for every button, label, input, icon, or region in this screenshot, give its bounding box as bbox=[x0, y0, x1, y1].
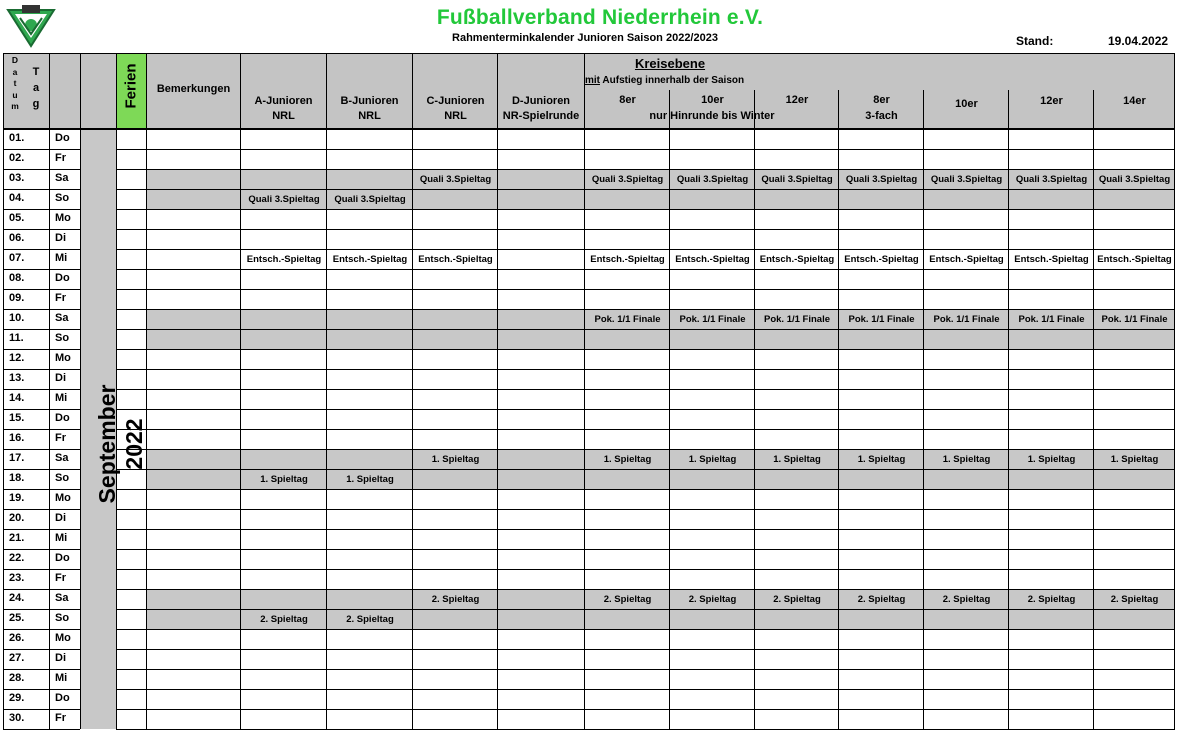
schedule-entry: Quali 3.Spieltag bbox=[248, 194, 320, 205]
grid-line bbox=[3, 309, 80, 310]
grid-line bbox=[116, 229, 1175, 230]
schedule-entry: Quali 3.Spieltag bbox=[845, 174, 918, 185]
tag-letter: a bbox=[32, 82, 40, 94]
grid-line bbox=[116, 309, 1175, 310]
grid-line bbox=[3, 128, 1175, 130]
date-cell: 27. bbox=[9, 652, 25, 664]
weekday-cell: Do bbox=[55, 692, 70, 704]
kreis-12er-header: 12er bbox=[785, 94, 809, 106]
date-cell: 19. bbox=[9, 492, 25, 504]
grid-line bbox=[754, 90, 755, 729]
date-cell: 25. bbox=[9, 612, 25, 624]
weekday-cell: Do bbox=[55, 132, 70, 144]
date-cell: 29. bbox=[9, 692, 25, 704]
grid-line bbox=[116, 169, 1175, 170]
aufstieg-note bbox=[585, 74, 835, 87]
weekday-cell: So bbox=[55, 612, 70, 624]
grid-line bbox=[80, 53, 81, 729]
grid-line bbox=[3, 229, 80, 230]
grid-line bbox=[116, 289, 1175, 290]
weekday-cell: Fr bbox=[55, 152, 66, 164]
schedule-entry: Entsch.-Spieltag bbox=[1097, 254, 1172, 265]
kreisebene-header: Kreisebene bbox=[634, 56, 706, 71]
weekday-cell: Mi bbox=[55, 672, 68, 684]
weekday-cell: Sa bbox=[55, 452, 69, 464]
grid-line bbox=[116, 469, 1175, 470]
grid-line bbox=[240, 53, 241, 729]
schedule-entry: 1. Spieltag bbox=[603, 454, 652, 465]
schedule-entry: 1. Spieltag bbox=[431, 454, 480, 465]
date-cell: 23. bbox=[9, 572, 25, 584]
date-cell: 08. bbox=[9, 272, 25, 284]
grid-line bbox=[838, 90, 839, 729]
date-cell: 05. bbox=[9, 212, 25, 224]
grid-line bbox=[3, 269, 80, 270]
ferien-header: Ferien bbox=[122, 63, 140, 109]
b-junioren-sub: NRL bbox=[358, 110, 381, 122]
stand-date: 19.04.2022 bbox=[1108, 34, 1169, 48]
schedule-entry: 2. Spieltag bbox=[1110, 594, 1159, 605]
date-cell: 01. bbox=[9, 132, 25, 144]
schedule-entry: Pok. 1/1 Finale bbox=[679, 314, 746, 325]
grid-line bbox=[584, 53, 585, 729]
c-junioren-header: C-Junioren bbox=[426, 95, 485, 107]
date-cell: 11. bbox=[9, 332, 24, 344]
schedule-entry: Entsch.-Spieltag bbox=[418, 254, 493, 265]
grid-line bbox=[116, 549, 1175, 550]
grid-line bbox=[3, 509, 80, 510]
weekday-cell: Do bbox=[55, 552, 70, 564]
schedule-entry: Entsch.-Spieltag bbox=[590, 254, 665, 265]
datum-letter: m bbox=[11, 101, 19, 111]
grid-line bbox=[116, 609, 1175, 610]
date-cell: 28. bbox=[9, 672, 25, 684]
grid-line bbox=[3, 709, 80, 710]
grid-line bbox=[1093, 90, 1094, 729]
grid-line bbox=[3, 569, 80, 570]
org-title: Fußballverband Niederrhein e.V. bbox=[436, 6, 764, 29]
bemerkungen-header: Bemerkungen bbox=[156, 83, 231, 95]
schedule-entry: 1. Spieltag bbox=[260, 474, 308, 485]
grid-line bbox=[3, 349, 80, 350]
grid-line bbox=[3, 329, 80, 330]
grid-line bbox=[669, 90, 670, 729]
grid-line bbox=[116, 189, 1175, 190]
grid-line bbox=[3, 189, 80, 190]
grid-line bbox=[116, 529, 1175, 530]
schedule-entry: 1. Spieltag bbox=[857, 454, 906, 465]
grid-line bbox=[116, 369, 1175, 370]
weekday-cell: Mo bbox=[55, 352, 71, 364]
schedule-entry: Quali 3.Spieltag bbox=[761, 174, 833, 185]
grid-line bbox=[326, 53, 327, 729]
nur-hinrunde-note: nur Hinrunde bis Winter bbox=[649, 110, 775, 122]
grid-line bbox=[412, 53, 413, 729]
schedule-entry: 2. Spieltag bbox=[346, 614, 394, 625]
weekday-cell: Mi bbox=[55, 532, 68, 544]
grid-line bbox=[116, 589, 1175, 590]
schedule-entry: Pok. 1/1 Finale bbox=[1018, 314, 1085, 325]
weekday-cell: So bbox=[55, 192, 70, 204]
grid-line bbox=[116, 329, 1175, 330]
grid-line bbox=[3, 149, 80, 150]
datum-header bbox=[8, 55, 22, 113]
weekday-cell: Do bbox=[55, 272, 70, 284]
weekday-cell: Fr bbox=[55, 292, 66, 304]
grid-line bbox=[116, 689, 1175, 690]
kreis-8er-header: 8er bbox=[619, 94, 636, 106]
date-cell: 12. bbox=[9, 352, 25, 364]
schedule-entry: Entsch.-Spieltag bbox=[929, 254, 1004, 265]
weekday-cell: Mi bbox=[55, 392, 68, 404]
grid-line bbox=[116, 409, 1175, 410]
date-cell: 18. bbox=[9, 472, 25, 484]
grid-line bbox=[1174, 53, 1175, 729]
grid-line bbox=[3, 449, 80, 450]
schedule-entry: Pok. 1/1 Finale bbox=[933, 314, 1000, 325]
grid-line bbox=[3, 209, 80, 210]
grid-line bbox=[116, 649, 1175, 650]
tag-letter: T bbox=[32, 66, 40, 78]
date-cell: 17. bbox=[9, 452, 25, 464]
schedule-entry: 1. Spieltag bbox=[773, 454, 821, 465]
grid-line bbox=[116, 629, 1175, 630]
grid-line bbox=[3, 549, 80, 550]
date-cell: 22. bbox=[9, 552, 25, 564]
grid-line bbox=[3, 669, 80, 670]
datum-letter: t bbox=[13, 78, 17, 88]
kreis-8er-3fach-header: 8er bbox=[873, 94, 890, 106]
schedule-entry: 2. Spieltag bbox=[942, 594, 991, 605]
schedule-entry: 2. Spieltag bbox=[260, 614, 308, 625]
grid-line bbox=[3, 289, 80, 290]
date-cell: 09. bbox=[9, 292, 25, 304]
kreis-8er-3fach-sub: 3-fach bbox=[865, 110, 898, 122]
weekday-cell: Mo bbox=[55, 492, 71, 504]
schedule-entry: Quali 3.Spieltag bbox=[1098, 174, 1171, 185]
date-cell: 26. bbox=[9, 632, 25, 644]
schedule-entry: 2. Spieltag bbox=[1027, 594, 1076, 605]
weekday-cell: Sa bbox=[55, 312, 69, 324]
schedule-entry: Entsch.-Spieltag bbox=[675, 254, 750, 265]
stand-label: Stand: bbox=[1016, 34, 1054, 48]
weekday-cell: Do bbox=[55, 412, 70, 424]
grid-line bbox=[3, 729, 80, 730]
date-cell: 03. bbox=[9, 172, 25, 184]
aufstieg-rest: Aufstieg innerhalb der Saison bbox=[600, 75, 745, 86]
schedule-entry: Quali 3.Spieltag bbox=[334, 194, 406, 205]
weekday-cell: Fr bbox=[55, 712, 66, 724]
weekday-cell: So bbox=[55, 332, 70, 344]
grid-line bbox=[116, 569, 1175, 570]
schedule-entry: Quali 3.Spieltag bbox=[591, 174, 664, 185]
date-cell: 13. bbox=[9, 372, 25, 384]
schedule-entry: Pok. 1/1 Finale bbox=[1101, 314, 1168, 325]
grid-line bbox=[116, 209, 1175, 210]
calendar-subtitle: Rahmenterminkalender Junioren Saison 2022/2023 bbox=[452, 32, 718, 44]
weekday-cell: Fr bbox=[55, 572, 66, 584]
grid-line bbox=[3, 649, 80, 650]
tag-letter: g bbox=[32, 98, 40, 110]
grid-line bbox=[3, 629, 80, 630]
c-junioren-sub: NRL bbox=[444, 110, 467, 122]
schedule-entry: Entsch.-Spieltag bbox=[246, 254, 322, 265]
schedule-entry: Quali 3.Spieltag bbox=[1015, 174, 1088, 185]
schedule-entry: 2. Spieltag bbox=[603, 594, 652, 605]
date-cell: 14. bbox=[9, 392, 25, 404]
weekday-cell: Di bbox=[55, 372, 66, 384]
tag-header bbox=[29, 64, 43, 112]
schedule-entry: Entsch.-Spieltag bbox=[844, 254, 919, 265]
schedule-entry: Pok. 1/1 Finale bbox=[594, 314, 661, 325]
grid-line bbox=[497, 53, 498, 729]
schedule-entry: Entsch.-Spieltag bbox=[1014, 254, 1089, 265]
weekend-band bbox=[147, 329, 1175, 349]
date-cell: 24. bbox=[9, 592, 25, 604]
schedule-entry: Entsch.-Spieltag bbox=[332, 254, 408, 265]
weekday-cell: Di bbox=[55, 512, 66, 524]
d-junioren-sub: NR-Spielrunde bbox=[502, 110, 580, 122]
date-cell: 20. bbox=[9, 512, 25, 524]
weekday-cell: Mi bbox=[55, 252, 68, 264]
date-cell: 06. bbox=[9, 232, 25, 244]
weekday-cell: Fr bbox=[55, 432, 66, 444]
grid-line bbox=[116, 389, 1175, 390]
kreis-10er-b-header: 10er bbox=[955, 98, 978, 110]
schedule-entry: Quali 3.Spieltag bbox=[419, 174, 492, 185]
grid-line bbox=[3, 469, 80, 470]
kreis-12er-b-header: 12er bbox=[1040, 95, 1063, 107]
grid-line bbox=[3, 369, 80, 370]
grid-line bbox=[3, 489, 80, 490]
schedule-entry: 2. Spieltag bbox=[857, 594, 906, 605]
b-junioren-header: B-Junioren bbox=[340, 95, 399, 107]
grid-line bbox=[116, 349, 1175, 350]
weekday-cell: Sa bbox=[55, 592, 69, 604]
grid-line bbox=[116, 669, 1175, 670]
weekday-cell: Mo bbox=[55, 632, 71, 644]
grid-line bbox=[116, 149, 1175, 150]
date-cell: 07. bbox=[9, 252, 25, 264]
grid-line bbox=[3, 689, 80, 690]
grid-line bbox=[116, 729, 1175, 730]
weekday-cell: Mo bbox=[55, 212, 71, 224]
d-junioren-header: D-Junioren bbox=[511, 95, 571, 107]
date-cell: 21. bbox=[9, 532, 25, 544]
date-cell: 10. bbox=[9, 312, 25, 324]
grid-line bbox=[3, 409, 80, 410]
grid-line bbox=[116, 509, 1175, 510]
date-cell: 02. bbox=[9, 152, 25, 164]
a-junioren-sub: NRL bbox=[272, 110, 295, 122]
date-cell: 30. bbox=[9, 712, 25, 724]
schedule-entry: Pok. 1/1 Finale bbox=[848, 314, 915, 325]
aufstieg-mit: mit bbox=[585, 75, 600, 86]
grid-line bbox=[3, 169, 80, 170]
grid-line bbox=[116, 249, 1175, 250]
weekday-cell: Di bbox=[55, 232, 66, 244]
weekday-cell: So bbox=[55, 472, 70, 484]
schedule-entry: 2. Spieltag bbox=[773, 594, 821, 605]
grid-line bbox=[116, 269, 1175, 270]
month-label: September 2022 bbox=[94, 384, 147, 504]
grid-line bbox=[3, 589, 80, 590]
schedule-entry: 1. Spieltag bbox=[346, 474, 394, 485]
grid-line bbox=[116, 489, 1175, 490]
schedule-entry: Pok. 1/1 Finale bbox=[764, 314, 830, 325]
grid-line bbox=[923, 90, 924, 729]
schedule-entry: Entsch.-Spieltag bbox=[759, 254, 835, 265]
datum-letter: a bbox=[12, 66, 18, 77]
grid-line bbox=[3, 429, 80, 430]
date-cell: 15. bbox=[9, 412, 25, 424]
grid-line bbox=[116, 449, 1175, 450]
datum-letter: u bbox=[12, 89, 18, 100]
weekday-cell: Sa bbox=[55, 172, 69, 184]
datum-letter: D bbox=[11, 55, 19, 65]
grid-line bbox=[3, 609, 80, 610]
date-cell: 16. bbox=[9, 432, 25, 444]
schedule-entry: 1. Spieltag bbox=[1027, 454, 1076, 465]
grid-line bbox=[3, 389, 80, 390]
date-cell: 04. bbox=[9, 192, 25, 204]
schedule-entry: 1. Spieltag bbox=[688, 454, 737, 465]
kreis-14er-header: 14er bbox=[1123, 95, 1146, 107]
grid-line bbox=[3, 249, 80, 250]
schedule-entry: Quali 3.Spieltag bbox=[930, 174, 1003, 185]
schedule-entry: 2. Spieltag bbox=[688, 594, 737, 605]
grid-line bbox=[3, 529, 80, 530]
schedule-entry: Quali 3.Spieltag bbox=[676, 174, 749, 185]
grid-line bbox=[3, 53, 1175, 54]
grid-line bbox=[116, 709, 1175, 710]
kreis-10er-header: 10er bbox=[701, 94, 724, 106]
schedule-entry: 2. Spieltag bbox=[431, 594, 480, 605]
schedule-entry: 1. Spieltag bbox=[942, 454, 991, 465]
grid-line bbox=[116, 429, 1175, 430]
grid-line bbox=[1008, 90, 1009, 729]
schedule-entry: 1. Spieltag bbox=[1110, 454, 1159, 465]
weekday-cell: Di bbox=[55, 652, 66, 664]
a-junioren-header: A-Junioren bbox=[254, 95, 313, 107]
